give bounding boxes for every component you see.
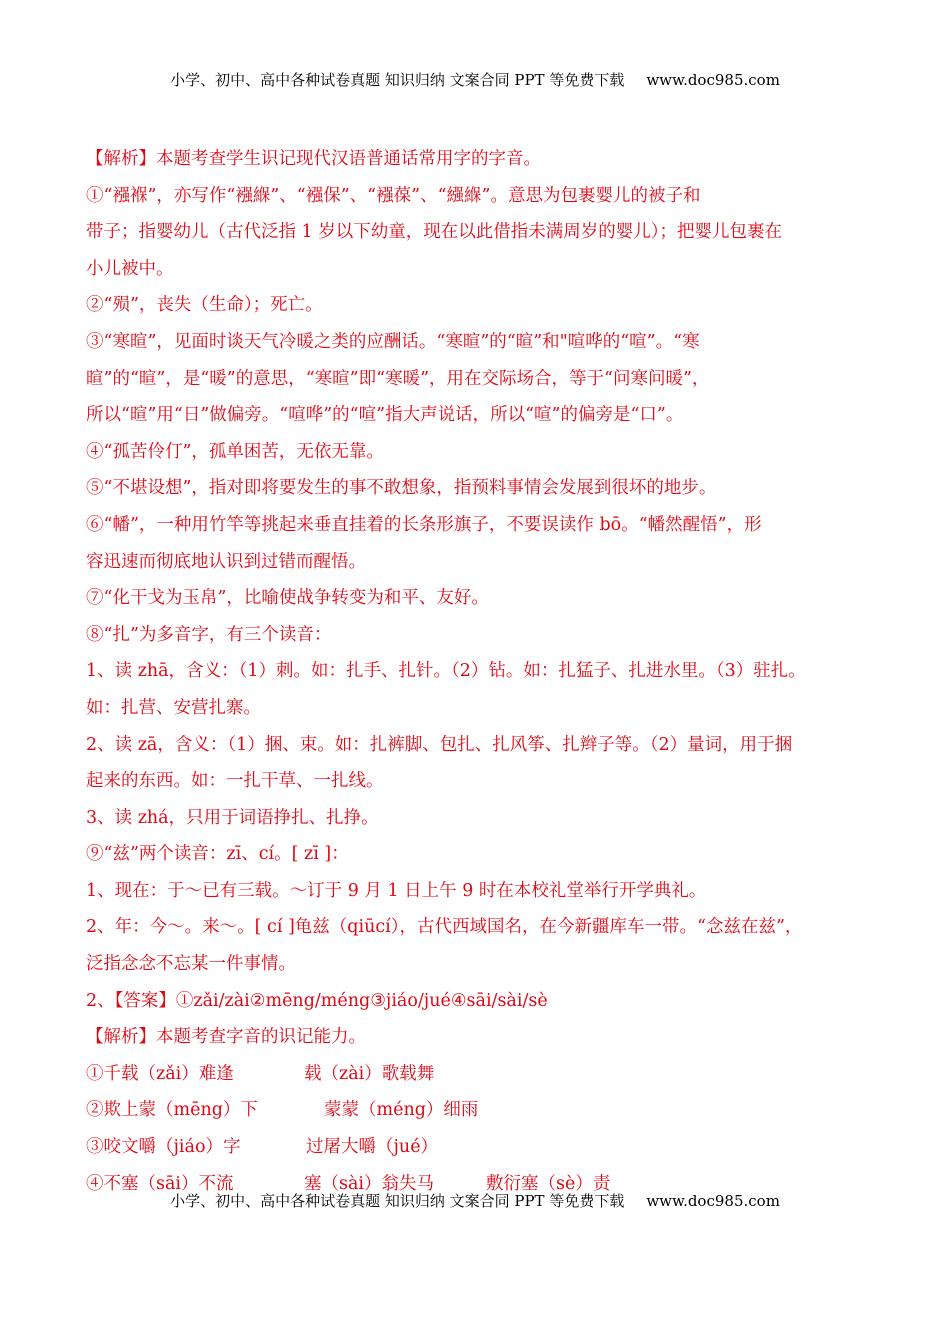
text-line: ①“襁褓”，亦写作“襁緥”、“襁保”、“襁葆”、“繦緥”。意思为包裹婴儿的被子和: [86, 185, 701, 206]
page-header: [0, 69, 950, 90]
text-line: ⑤“不堪设想”，指对即将要发生的事不敢想象，指预料事情会发展到很坏的地步。: [86, 478, 717, 499]
text-line: 3、读 zhá，只用于词语挣扎、扎挣。: [86, 807, 379, 828]
example-col-2: 载（zài）歌载舞: [304, 1063, 435, 1084]
text-line: 【解析】本题考查字音的识记能力。: [86, 1027, 366, 1048]
example-col-1: ②欺上蒙（mēng）下: [86, 1100, 258, 1121]
text-line: ④“孤苦伶仃”，孤单困苦，无依无靠。: [86, 441, 384, 462]
example-col-1: ①千载（zǎi）难逢: [86, 1063, 234, 1084]
page-footer: [0, 1190, 950, 1211]
text-line: ⑦“化干戈为玉帛”，比喻使战争转变为和平、友好。: [86, 588, 489, 609]
header-url: www.doc985.com: [646, 71, 780, 89]
text-line: 泛指念念不忘某一件事情。: [86, 954, 296, 975]
example-col-2: 过屠大嚼（jué）: [306, 1137, 439, 1158]
text-line: 2、年：今～。来～。[ cí ]龟兹（qiūcí），古代西域国名，在今新疆库车一带。“念兹在兹”，: [86, 917, 803, 938]
footer-url: www.doc985.com: [646, 1192, 780, 1210]
text-line: 所以“暄”用“日”做偏旁。“喧哗”的“喧”指大声说话，所以“喧”的偏旁是“口”。: [86, 405, 684, 426]
example-col-2: 蒙蒙（méng）细雨: [324, 1100, 479, 1121]
text-line: 起来的东西。如：一扎干草、一扎线。: [86, 771, 384, 792]
answer-content: [86, 141, 876, 1202]
footer-text: 小学、初中、高中各种试卷真题 知识归纳 文案合同 PPT 等免费下载: [170, 1192, 625, 1210]
text-line: ⑧“扎”为多音字，有三个读音：: [86, 624, 332, 645]
example-col-3: 敷衍塞（sè）责: [486, 1173, 611, 1194]
text-line: 如：扎营、安营扎寨。: [86, 697, 261, 718]
text-line: ③“寒暄”，见面时谈天气冷暖之类的应酬话。“寒暄”的“暄”和"喧哗的“喧”。“寒: [86, 331, 700, 352]
text-line: ②“殒”，丧失（生命）；死亡。: [86, 295, 323, 316]
text-line: 小儿被中。: [86, 258, 174, 279]
text-line: 【解析】本题考查学生识记现代汉语普通话常用字的字音。: [86, 149, 541, 169]
example-col-1: ④不塞（sāi）不流: [86, 1173, 234, 1194]
text-line: ⑨“兹”两个读音：zī、cí。[ zī ]：: [86, 844, 349, 865]
example-row: [86, 1092, 876, 1129]
text-line: 1、读 zhā，含义：（1）刺。如：扎手、扎针。（2）钻。如：扎猛子、扎进水里。（3）驻扎。: [86, 661, 806, 682]
example-col-1: ③咬文嚼（jiáo）字: [86, 1137, 241, 1158]
text-line: 带子；指婴幼儿（古代泛指 1 岁以下幼童，现在以此借指未满周岁的婴儿）；把婴儿包裹在: [86, 222, 783, 243]
example-col-2: 塞（sài）翁失马: [304, 1173, 435, 1194]
text-line: 2、【答案】①zǎi/zài②mēng/méng③jiáo/jué④sāi/sài/sè: [86, 990, 548, 1011]
text-line: 1、现在：于～已有三载。～订于 9 月 1 日上午 9 时在本校礼堂举行开学典礼。: [86, 880, 707, 901]
text-line: 暄”的“暄”，是“暖”的意思，“寒暄”即“寒暖”，用在交际场合，等于“问寒问暖”，: [86, 368, 710, 389]
example-row: [86, 1129, 876, 1166]
example-row: [86, 1056, 876, 1093]
text-line: ⑥“幡”，一种用竹竿等挑起来垂直挂着的长条形旗子，不要误读作 bō。“幡然醒悟”，形: [86, 514, 762, 535]
text-line: 2、读 zā，含义：（1）捆、束。如：扎裤脚、包扎、扎风筝、扎辫子等。（2）量词，用于捆: [86, 734, 793, 755]
text-line: 容迅速而彻底地认识到过错而醒悟。: [86, 551, 366, 572]
header-text: 小学、初中、高中各种试卷真题 知识归纳 文案合同 PPT 等免费下载: [170, 71, 625, 89]
